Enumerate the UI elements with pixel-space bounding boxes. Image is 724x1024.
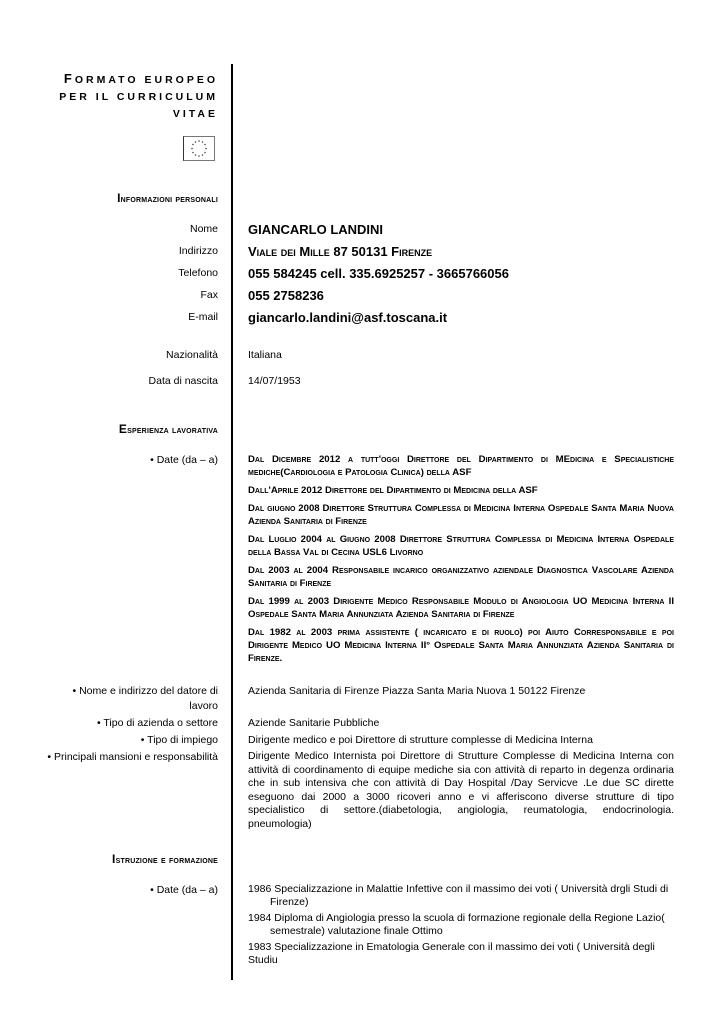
nationality-value: Italiana (248, 349, 282, 361)
column-divider (231, 64, 233, 980)
work-dates-label: • Date (da – a) (150, 454, 218, 466)
section-personal-info: Informazioni personali (117, 191, 218, 205)
cv-format-title-line1: FORMATO EUROPEO (63, 71, 218, 86)
birth-date-label: Data di nascita (148, 375, 218, 387)
duties-label: • Principali mansioni e responsabilità (47, 751, 218, 763)
address-value: Viale dei Mille 87 50131 Firenze (248, 244, 433, 259)
birth-date-value: 14/07/1953 (248, 375, 301, 387)
education-entry (248, 941, 674, 967)
cv-format-title (59, 70, 218, 123)
employer-label-line2: lavoro (189, 700, 218, 712)
job-type-label: • Tipo di impiego (140, 734, 218, 746)
section-work-experience: Esperienza lavorativa (118, 422, 218, 436)
sector-value: Aziende Sanitarie Pubbliche (248, 717, 380, 729)
nationality-label: Nazionalità (166, 349, 218, 361)
sector-label: • Tipo di azienda o settore (96, 717, 218, 729)
name-label: Nome (189, 223, 218, 235)
section-education: Istruzione e formazione (112, 852, 218, 866)
education-entry (248, 912, 674, 938)
fax-label: Fax (200, 289, 218, 301)
eu-stars-icon (184, 137, 214, 160)
work-entry: Dal 1999 al 2003 Dirigente Medico Responsabile Modulo di Angiologia UO Medicina Interna II Ospedale Santa Maria Annunziata Azienda Sanitaria di Firenze (248, 596, 674, 620)
education-entry (248, 883, 674, 909)
phone-value: 055 584245 cell. 335.6925257 - 3665766056 (248, 266, 509, 281)
duties-value: Dirigente Medico Internista poi Direttore di Strutture Complesse di Medicina Interna con attività di coordinamento di equipe mediche sia con attività di reparto in degenza ordinaria che in sub intensiva che con attività di Day Hospital /Day Servicve .Le due SC dirette eseguono dai 2000 a 3000 ricoveri anno e vi afferiscono diverse strutture di tipo specialistico di settore.(diabetologia, angiologia, reumatologia, endocrinologia. pneumologia) (248, 750, 674, 830)
email-label: E-mail (188, 311, 218, 323)
work-entry: Dal Luglio 2004 al Giugno 2008 Direttore Struttura Complessa di Medicina Interna Ospedale della Bassa Val di Cecina USL6 Livorno (248, 534, 674, 558)
work-entry: Dall'Aprile 2012 Direttore del Dipartimento di Medicina della ASF (248, 485, 538, 496)
job-type-value: Dirigente medico e poi Direttore di strutture complesse di Medicina Interna (248, 734, 593, 746)
education-entry-text: 1983 Specializzazione in Ematologia Generale con il massimo dei voti ( Università degli Studiu (248, 941, 655, 966)
employer-label-line1: • Nome e indirizzo del datore di (72, 685, 218, 697)
cv-format-title-line2: PER IL CURRICULUM (59, 91, 218, 103)
email-value[interactable]: giancarlo.landini@asf.toscana.it (248, 310, 448, 325)
work-entry: Dal 2003 al 2004 Responsabile incarico organizzativo aziendale Diagnostica Vascolare Azienda Sanitaria di Firenze (248, 565, 674, 589)
education-dates-label: • Date (da – a) (150, 884, 218, 896)
phone-label: Telefono (178, 267, 218, 279)
education-entry-continuation: Firenze) (270, 896, 309, 908)
education-entry-continuation: semestrale) valutazione finale Ottimo (270, 925, 443, 937)
work-entry: Dal 1982 al 2003 prima assistente ( incaricato e di ruolo) poi Aiuto Corresponsabile e poi Dirigente Medico UO Medicina Interna II° Ospedale Santa Maria Annunziata Azienda Sanitaria di Firenze. (248, 627, 674, 664)
employer-value: Azienda Sanitaria di Firenze Piazza Santa Maria Nuova 1 50122 Firenze (248, 685, 586, 697)
work-entry: Dal Dicembre 2012 a tutt'oggi Direttore del Dipartimento di MEdicina e Specialistiche mediche(Cardiologia e Patologia Clinica) della ASF (248, 454, 674, 478)
employer-label (73, 685, 219, 713)
work-entry: Dal giugno 2008 Direttore Struttura Complessa di Medicina Interna Ospedale Santa Maria Nuova Azienda Sanitaria di Firenze (248, 503, 674, 527)
address-label: Indirizzo (178, 245, 218, 257)
education-entries (248, 883, 674, 967)
education-entry-text: 1984 Diploma di Angiologia presso la scuola di formazione regionale della Regione Lazio( (248, 912, 665, 924)
fax-value: 055 2758236 (248, 288, 324, 303)
education-entry-text: 1986 Specializzazione in Malattie Infettive con il massimo dei voti ( Università drgli Studi di (248, 883, 669, 895)
cv-format-title-line3: VITAE (172, 108, 218, 120)
name-value: GIANCARLO LANDINI (248, 222, 384, 237)
work-entries (248, 453, 674, 670)
eu-flag-icon (183, 136, 215, 161)
